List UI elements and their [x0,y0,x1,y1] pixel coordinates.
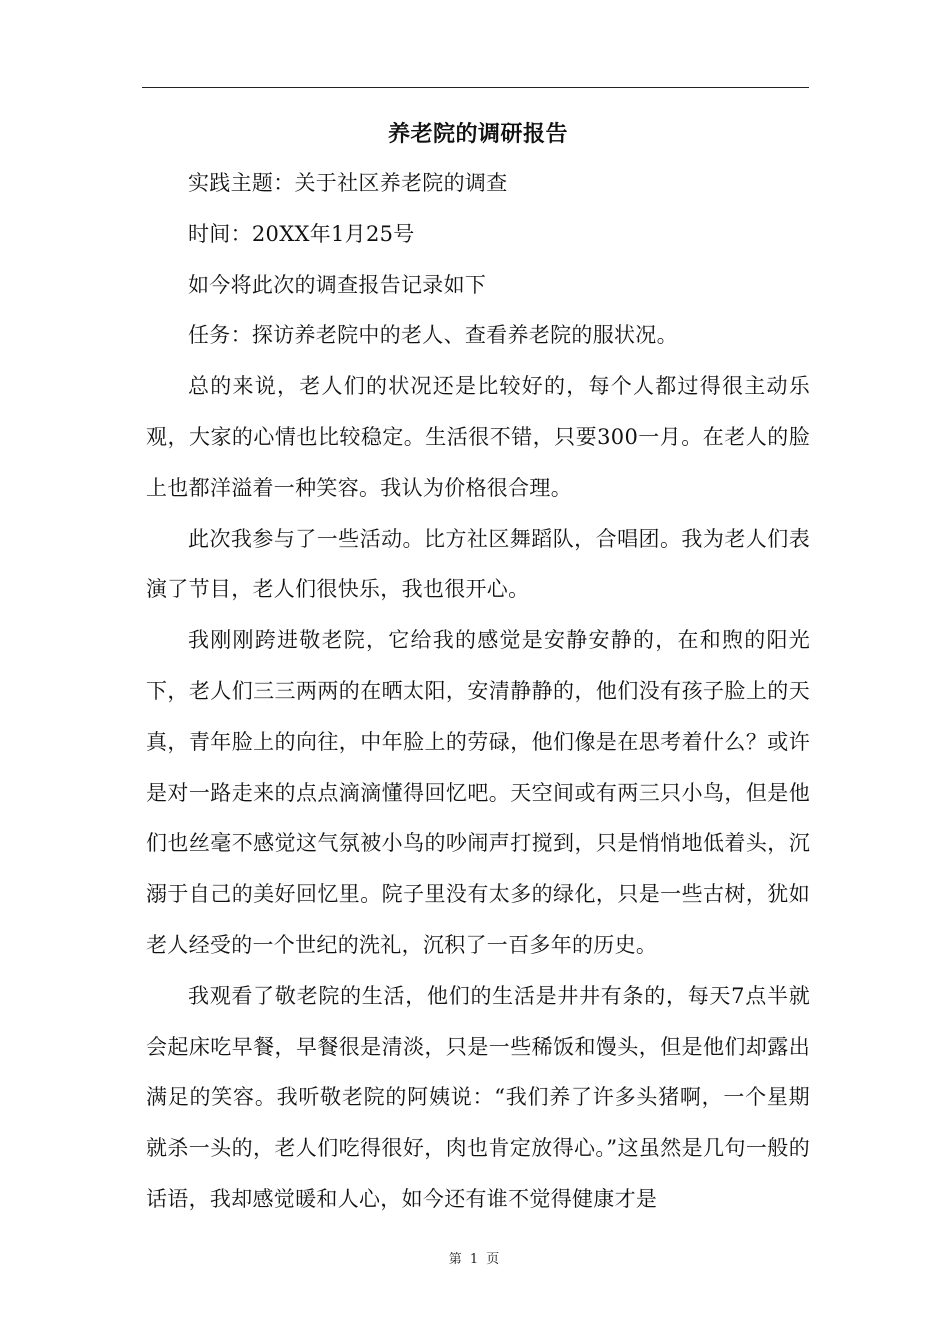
paragraph-theme: 实践主题：关于社区养老院的调查 [188,171,508,195]
paragraph-activities: 此次我参与了一些活动。比方社区舞蹈队，合唱团。我为老人们表演了节目，老人们很快乐，我也很开心。 [146,526,810,602]
paragraph-impression: 我刚刚跨进敬老院，它给我的感觉是安静安静的，在和煦的阳光下，老人们三三两两的在晒太阳，安清静静的，他们没有孩子脸上的天真，青年脸上的向往，中年脸上的劳碌，他们像是在思考着什么？或许是对一路走来的点点滴滴懂得回忆吧。天空间或有两三只小鸟，但是他们也丝毫不感觉这气氛被小鸟的吵闹声打搅到，只是悄悄地低着头，沉溺于自己的美好回忆里。院子里没有太多的绿化，只是一些古树，犹如老人经受的一个世纪的洗礼，沉积了一百多年的历史。 [146,628,810,957]
header-rule [142,87,809,88]
document-title: 养老院的调研报告 [387,121,568,147]
document-body [146,110,810,1225]
paragraph-intro: 如今将此次的调查报告记录如下 [188,272,487,297]
paragraph-task: 任务：探访养老院中的老人、查看养老院的服状况。 [188,323,678,348]
paragraph-date: 时间：20XX年1月25号 [188,221,415,246]
paragraph-daily-life: 我观看了敬老院的生活，他们的生活是井井有条的，每天7点半就会起床吃早餐，早餐很是清淡，只是一些稀饭和馒头，但是他们却露出满足的笑容。我听敬老院的阿姨说：“我们养了许多头猪啊，一个星期就杀一头的，老人们吃得很好，肉也肯定放得心。”这虽然是几句一般的话语，我却感觉暖和人心，如今还有谁不觉得健康才是 [146,983,810,1211]
page-number: 第 1 页 [448,1252,502,1267]
paragraph-summary: 总的来说，老人们的状况还是比较好的，每个人都过得很主动乐观，大家的心情也比较稳定。生活很不错，只要300一月。在老人的脸上也都洋溢着一种笑容。我认为价格很合理。 [146,374,810,500]
